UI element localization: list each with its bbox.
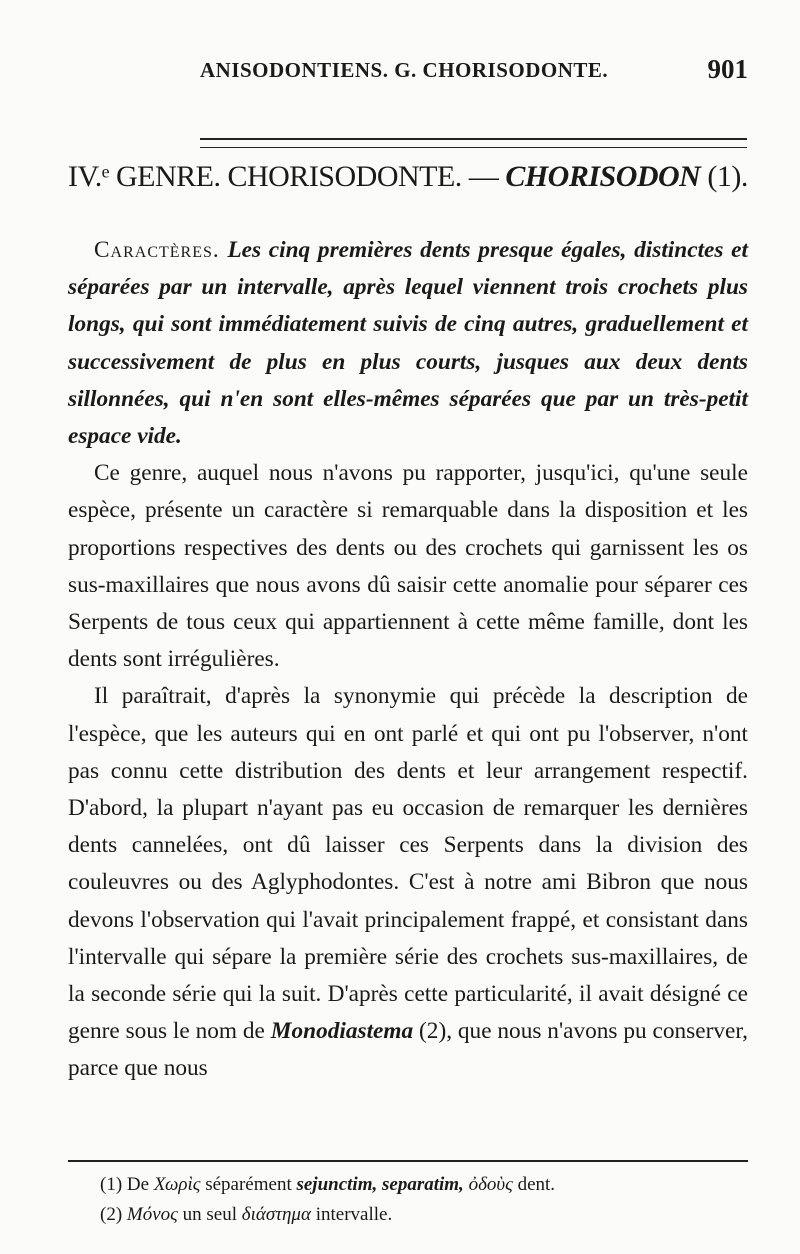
running-head bbox=[200, 52, 760, 92]
page-number: 901 bbox=[707, 54, 748, 84]
characters-text: Les cinq premières dents presque égales, distinctes et séparées par un intervalle, après lequel viennent trois crochets plus longs, qui sont immédiatement suivis de cinq autres, graduellement et successivement de plus en plus courts, jusques aux deux dents sillonnées, qui n'en sont elles-mêmes séparées que par un très-petit espace vide. bbox=[68, 237, 748, 450]
running-title: ANISODONTIENS. G. CHORISODONTE. bbox=[200, 58, 609, 82]
footnote-2 bbox=[100, 1200, 750, 1230]
footnote-2-greek-2: διάστημα bbox=[241, 1204, 311, 1225]
footnote-1-greek-2: ὀδοὺς bbox=[463, 1174, 513, 1195]
paragraph-2-end: (2), que nous n'avons pu conserver, parce que nous bbox=[68, 1018, 748, 1082]
genus-name-monodiastema: Monodiastema bbox=[270, 1018, 414, 1045]
genre-heading bbox=[68, 160, 788, 194]
footnote-1-greek: Χωρὶς bbox=[153, 1174, 201, 1195]
footnote-1-text: séparément bbox=[200, 1174, 297, 1195]
footnote-1-end: dent. bbox=[512, 1174, 556, 1195]
paragraph-2 bbox=[68, 678, 748, 1087]
characters-paragraph bbox=[68, 232, 748, 455]
footnote-2-greek: Μόνος bbox=[126, 1204, 178, 1225]
paragraph-1: Ce genre, auquel nous n'avons pu rapporter, jusqu'ici, qu'une seule espèce, présente un caractère si remarquable dans la disposition et les proportions respectives des dents ou des crochets qui garnissent les os sus-maxillaires que nous avons dû saisir cette anomalie pour séparer ces Serpents de tous ceux qui appartiennent à cette même famille, dont les dents sont irrégulières. bbox=[68, 460, 748, 673]
genre-heading-dash: — bbox=[461, 160, 506, 193]
footnote-1-latin: sejunctim, separatim, bbox=[296, 1174, 464, 1195]
genre-latin-name: CHORISODON bbox=[505, 160, 701, 193]
footnote-2-num: (2) bbox=[100, 1204, 127, 1225]
genre-heading-prefix: IV.ᵉ GENRE. CHORISODONTE. bbox=[68, 160, 462, 193]
characters-label: Caractères. bbox=[94, 237, 220, 263]
body-text bbox=[68, 232, 748, 1088]
footnote-2-text: un seul bbox=[177, 1204, 242, 1225]
header-rule bbox=[200, 138, 747, 148]
paragraph-2-start: Il paraîtrait, d'après la synonymie qui précède la description de l'espèce, que les auteurs qui en ont parlé et qui ont pu l'observer, n'ont pas connu cette distribution des dents et leur arrangement respectif. D'abord, la plupart n'ayant pas eu occasion de remarquer les dernières dents cannelées, ont dû laisser ces Serpents dans la division des couleuvres ou des Aglyphodontes. C'est à notre ami Bibron que nous devons l'observation qui l'avait principalement frappé, et consistant dans l'intervalle qui sépare la première série des crochets sus-maxillaires, de la seconde série qui la suit. D'après cette particularité, il avait désigné ce genre sous le nom de bbox=[68, 683, 748, 1045]
footnote-2-end: intervalle. bbox=[310, 1204, 393, 1225]
footnotes bbox=[100, 1170, 750, 1230]
footnote-rule bbox=[68, 1160, 748, 1162]
footnote-ref-1: (1). bbox=[700, 160, 748, 193]
footnote-1-num: (1) De bbox=[100, 1174, 154, 1195]
footnote-1 bbox=[100, 1170, 750, 1200]
